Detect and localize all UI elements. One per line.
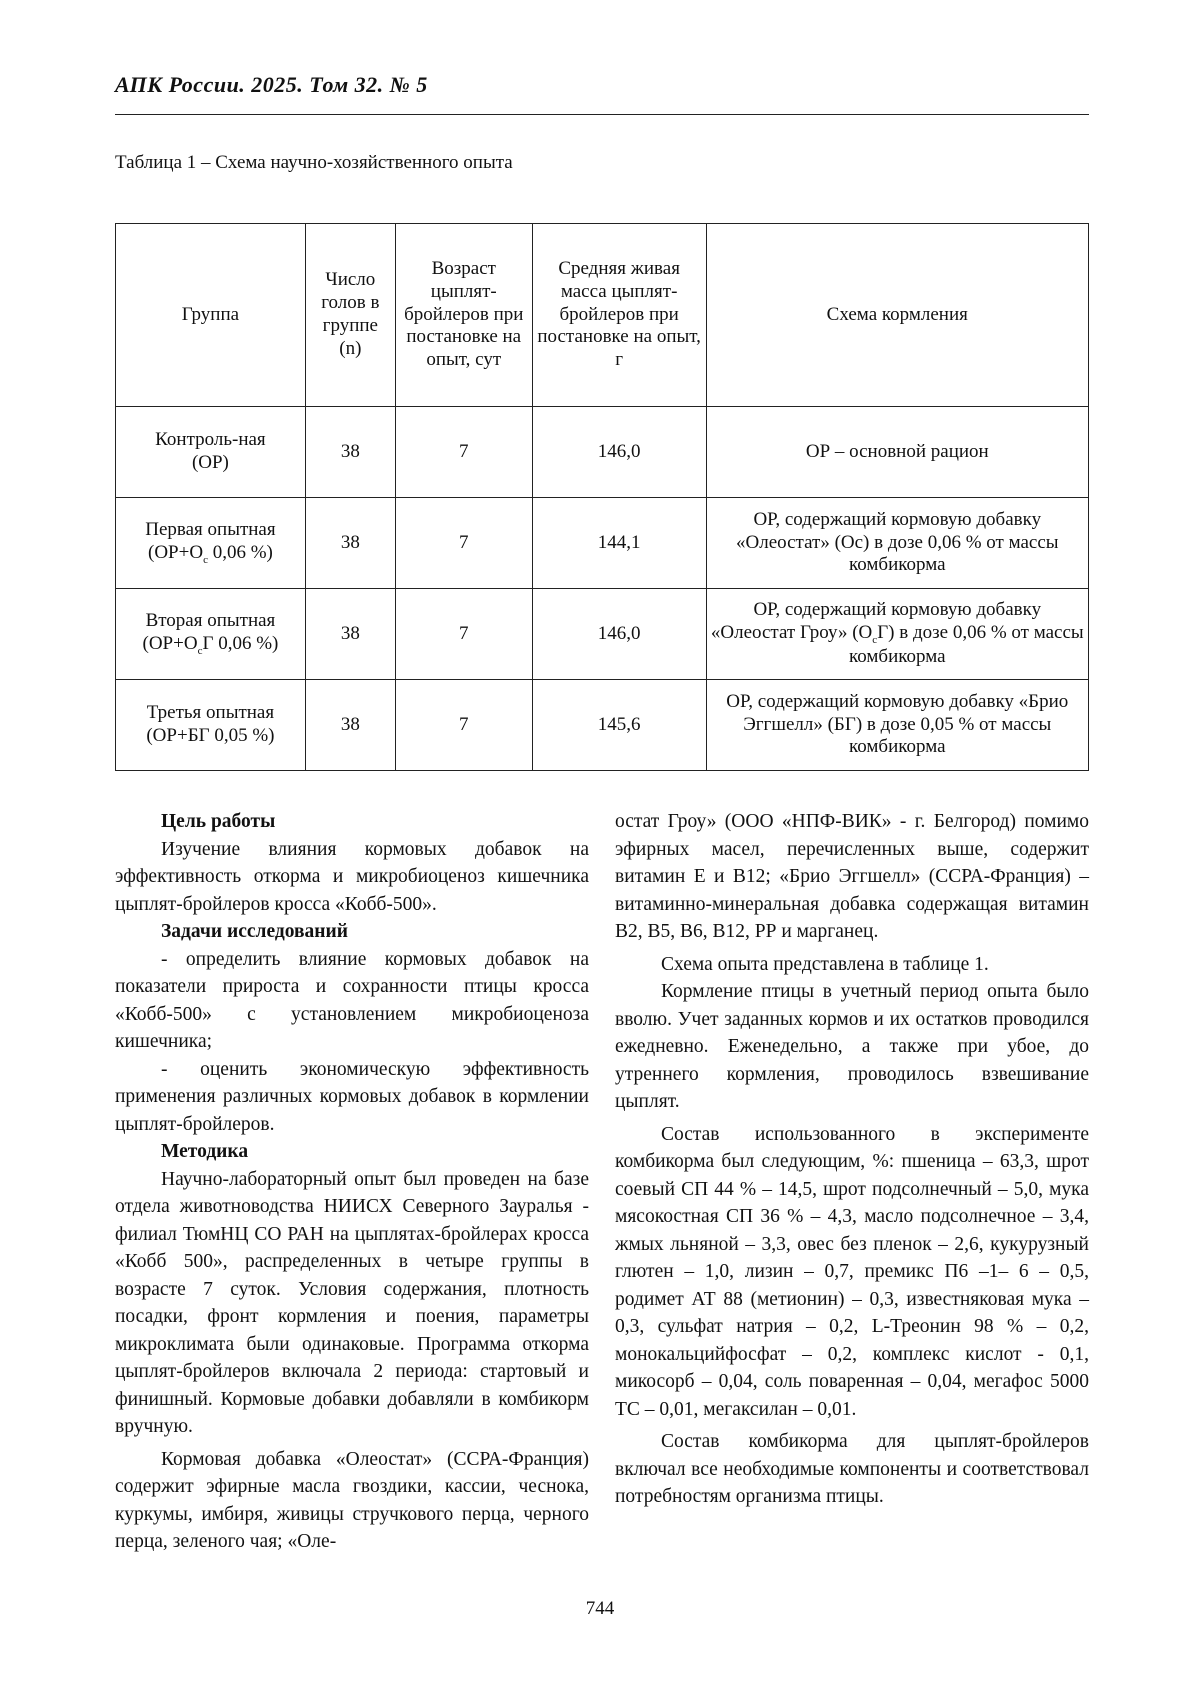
cell-scheme [706,589,1088,680]
header-age: Возраст цыплят-бройлеров при постановке на опыт, сут [395,224,532,407]
journal-header: АПК России. 2025. Том 32. № 5 [115,72,428,97]
cell-group [116,589,306,680]
header-count: Число голов в группе (n) [305,224,395,407]
method-paragraph: Научно-лабораторный опыт был проведен на базе отдела животноводства НИИСХ Северного Зауралья - филиал ТюмНЦ СО РАН на цыплятах-бройлерах кросса «Кобб 500», распределенных в четыре группы в возрасте 7 суток. Условия содержания, плотность посадки, фронт кормления и поения, параметры микроклимата были одинаковые. Программа откорма цыплят-бройлеров включала 2 периода: стартовый и финишный. Кормовые добавки добавляли в комбикорм вручную. [115,1168,589,1437]
method-heading: Методика [161,1141,249,1162]
table-row [116,680,1089,771]
cell-scheme: ОР, содержащий кормовую добавку «Олеостат» (Ос) в дозе 0,06 % от массы комбикорма [706,498,1088,589]
cell-age: 7 [395,407,532,498]
page-number: 744 [585,1598,615,1619]
cell-scheme: ОР – основной рацион [706,407,1088,498]
task-item: - оценить экономическую эффективность применения различных кормовых добавок в кормлении цыплят-бройлеров. [115,1058,589,1135]
cell-mass: 144,1 [532,498,706,589]
cell-mass: 146,0 [532,407,706,498]
group-label: Контроль-ная (ОР) [155,429,266,473]
header-mass: Средняя живая масса цыплят-бройлеров при постановке на опыт, г [532,224,706,407]
task-item: - определить влияние кормовых добавок на показатели прироста и сохранности птицы кросса «Кобб-500» с установлением микробиоценоза кишечника; [115,948,589,1052]
group-label-a: Вторая опытная (ОР+О [142,610,276,654]
group-subscript: с [197,644,203,657]
cell-mass: 146,0 [532,589,706,680]
cell-group: Третья опытная (ОР+БГ 0,05 %) [116,680,306,771]
table-row [116,498,1089,589]
scheme-text-a: ОР, содержащий кормовую добавку «Олеостат Гроу» (О [710,598,1042,643]
experiment-scheme-table [115,223,1089,771]
cell-count: 38 [305,589,395,680]
cell-age: 7 [395,589,532,680]
cell-mass: 145,6 [532,680,706,771]
group-label-b: Г 0,06 %) [202,632,279,654]
method-paragraph: Кормовая добавка «Олеостат» (ССРА-Франция) содержит эфирные масла гвоздики, кассии, чеснока, куркумы, имбиря, живицы стручкового перца, черного перца, зеленого чая; «Оле- [115,1448,589,1552]
cell-group [116,407,306,498]
scheme-text-b: Г) в дозе 0,06 % от массы комбикорма [848,621,1084,668]
aim-paragraph: Изучение влияния кормовых добавок на эффективность откорма и микробиоценоз кишечника цыплят-бройлеров кросса «Кобб-500». [115,838,589,915]
cell-group [116,498,306,589]
final-paragraph: Состав комбикорма для цыплят-бройлеров включал все необходимые компоненты и соответствовал потребностям организма птицы. [615,1431,1089,1507]
header-group: Группа [116,224,306,407]
header-rule [115,114,1089,115]
cell-count: 38 [305,680,395,771]
cell-count: 38 [305,407,395,498]
aim-heading: Цель работы [161,811,276,832]
scheme-paragraph: Схема опыта представлена в таблице 1. [661,953,989,975]
group-label-b: 0,06 %) [207,541,273,563]
header-scheme: Схема кормления [706,224,1088,407]
scheme-subscript: с [872,633,878,646]
composition-paragraph: Состав использованного в эксперименте комбикорма был следующим, %: пшеница – 63,3, шрот соевый СП 44 % – 14,5, шрот подсолнечный – 5,0, мука мясокостная СП 36 % – 4,3, масло подсолнечное – 3,4, жмых льняной – 3,3, овес без пленок – 2,6, кукурузный глютен – 1,0, лизин – 0,7, премикс П6 –1– 6 – 0,5, родимет АТ 88 (метионин) – 0,3, известняковая мука – 0,3, сульфат натрия – 0,2, L-Треонин 98 % – 0,2, монокальцийфосфат – 0,2, комплекс кислот - 0,1, микосорб – 0,04, соль поваренная – 0,04, мегафос 5000 ТС – 0,01, мегаксилан – 0,01. [615,1123,1089,1420]
feeding-paragraph: Кормление птицы в учетный период опыта было вволю. Учет заданных кормов и их остатков проводился ежедневно. Еженедельно, а также при убое, до утреннего кормления, проводилось взвешивание цыплят. [615,981,1089,1112]
table-header-row [116,224,1089,407]
table-row [116,407,1089,498]
table-row [116,589,1089,680]
group-subscript: с [203,553,208,566]
cell-age: 7 [395,498,532,589]
table-caption: Таблица 1 – Схема научно-хозяйственного опыта [115,152,513,173]
cell-scheme: ОР, содержащий кормовую добавку «Брио Эггшелл» (БГ) в дозе 0,05 % от массы комбикорма [706,680,1088,771]
tasks-heading: Задачи исследований [161,921,348,942]
left-column [115,808,589,1556]
method-paragraph-continued: остат Гроу» (ООО «НПФ-ВИК» - г. Белгород) помимо эфирных масел, перечисленных выше, содержит витамин Е и В12; «Брио Эггшелл» (ССРА-Франция) – витаминно-минеральная добавка содержащая витамин В2, В5, В6, В12, РР и марганец. [615,811,1089,942]
right-column [615,808,1089,1511]
cell-age: 7 [395,680,532,771]
group-label-a: Первая опытная (ОР+О [145,519,276,563]
cell-count: 38 [305,498,395,589]
